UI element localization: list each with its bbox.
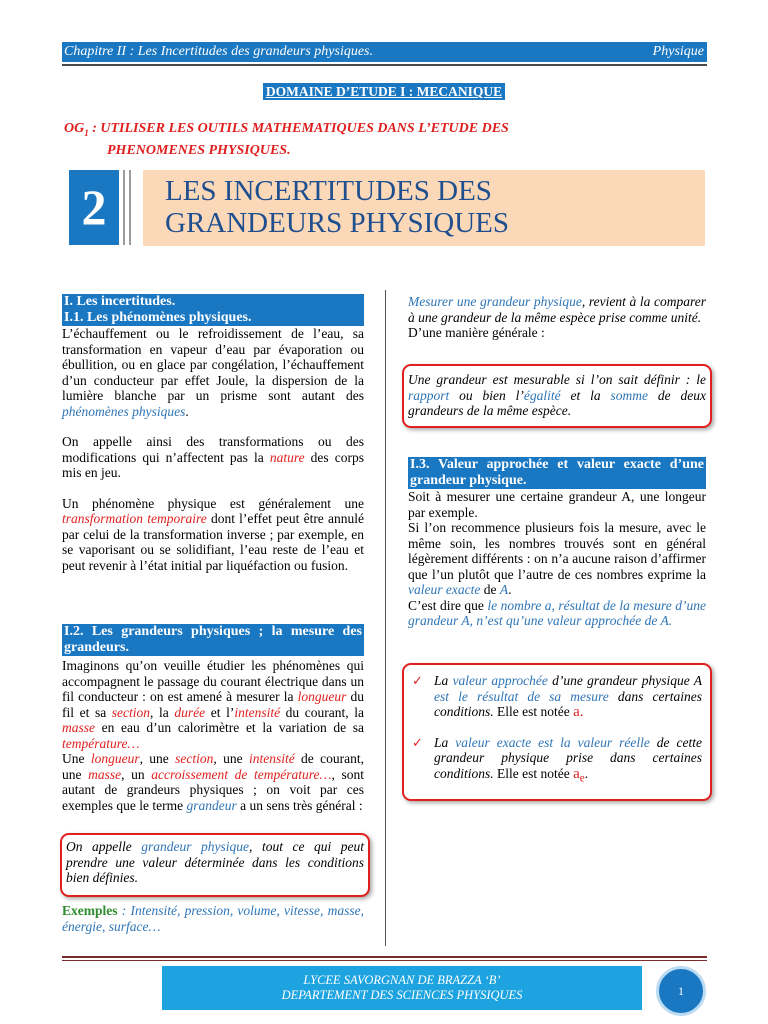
chapter-title: LES INCERTITUDES DES GRANDEURS PHYSIQUES bbox=[143, 170, 705, 246]
examples: Exemples : Intensité, pression, volume, vitesse, masse, énergie, surface… bbox=[62, 903, 364, 934]
paragraph: L’échauffement ou le refroidissement de l’eau, sa transformation en vapeur d’eau par évaporation ou ébullition, ou en glace par congélation, l’échauffement d’un conducteur par effet Joule, la dispersion de la lumière blanche par un prisme sont autant des phénomènes physiques. bbox=[62, 326, 364, 419]
page-number: 1 bbox=[656, 966, 706, 1016]
footer-rule bbox=[62, 956, 707, 958]
header-subject: Physique bbox=[652, 44, 704, 59]
objective: $OG_1$ : UTILISER LES OUTILS MATHEMATIQUES DANS L’ETUDE DES PHENOMENES PHYSIQUES. bbox=[64, 121, 509, 158]
values-box: ✓ La valeur approchée d’une grandeur physique A est le résultat de sa mesure dans certaines conditions. Elle est notée a. ✓ La valeur exacte est la valeur réelle de cette grandeur physique prise dans certaines conditions. Elle est notée $a_e$. bbox=[402, 663, 712, 801]
department-name: DEPARTEMENT DES SCIENCES PHYSIQUES bbox=[281, 988, 523, 1002]
paragraph: Imaginons qu’on veuille étudier les phénomènes qui accompagnent le passage du courant électrique dans un fil conducteur : on est amené à mesurer la longueur du fil et sa section, la durée et l’intensité du courant, la masse en eau d’un calorimètre et la variation de sa température… bbox=[62, 658, 364, 751]
left-column-2 bbox=[62, 624, 364, 813]
header-chapter: Chapitre II : Les Incertitudes des grandeurs physiques. bbox=[64, 44, 373, 59]
paragraph: Un phénomène physique est généralement une transformation temporaire dont l’effet peut être annulé par celui de la transformation inverse ; par exemple, en se vaporisant ou se solidifiant, l’eau reste de l’eau et peut revenir à l’état initial par liquéfaction ou fusion. bbox=[62, 495, 365, 573]
school-name: LYCEE SAVORGNAN DE BRAZZA ‘B’ bbox=[303, 973, 501, 987]
domain-title: DOMAINE D’ETUDE I : MECANIQUE bbox=[263, 83, 505, 100]
chapter-bar bbox=[129, 170, 131, 245]
check-icon: ✓ bbox=[412, 734, 423, 750]
header-rule bbox=[62, 64, 707, 66]
page-header bbox=[62, 42, 707, 62]
measurable-box: Une grandeur est mesurable si l’on sait définir : le rapport ou bien l’égalité et la somme de deux grandeurs de la même espèce. bbox=[402, 364, 712, 428]
paragraph: Si l’on recommence plusieurs fois la mesure, avec le même soin, les nombres trouvés sont en général légèrement différents : on n’a aucune raison d’affirmer que l’un plutôt que l’autre de ces nombres exprime la valeur exacte de A. bbox=[408, 520, 706, 597]
paragraph: C’est dire que le nombre a, résultat de la mesure d’une grandeur A, n’est qu’une valeur approchée de A. bbox=[408, 597, 706, 628]
definition-box: On appelle grandeur physique, tout ce qui peut prendre une valeur déterminée dans les conditions bien définies. bbox=[60, 833, 370, 897]
paragraph: On appelle ainsi des transformations ou des modifications qui n’affectent pas la nature des corps mis en jeu. bbox=[62, 434, 364, 480]
right-column-2 bbox=[408, 457, 706, 629]
page-footer bbox=[162, 966, 642, 1010]
check-icon: ✓ bbox=[412, 673, 423, 688]
column-divider bbox=[385, 290, 386, 946]
chapter-number: 2 bbox=[69, 170, 119, 245]
paragraph: Mesurer une grandeur physique, revient à la comparer à une grandeur de la même espèce prise comme unité. bbox=[408, 294, 706, 325]
paragraph: Une longueur, une section, une intensité de courant, une masse, un accroissement de température…, sont autant de grandeurs physiques ; on voit par ces exemples que le terme grandeur a un sens très général : bbox=[62, 751, 364, 813]
paragraph: D’une manière générale : bbox=[408, 325, 545, 340]
section-title: I. Les incertitudes. I.1. Les phénomènes physiques. bbox=[62, 294, 364, 326]
section-title: I.3. Valeur approchée et valeur exacte d’une grandeur physique. bbox=[410, 457, 704, 488]
paragraph: Soit à mesurer une certaine grandeur A, une longeur par exemple. bbox=[408, 489, 706, 520]
right-column bbox=[408, 294, 706, 341]
domain-heading bbox=[0, 84, 768, 100]
left-column bbox=[62, 294, 364, 573]
footer-rule bbox=[62, 960, 707, 961]
chapter-bar bbox=[123, 170, 125, 245]
section-title: I.2. Les grandeurs physiques ; la mesure des grandeurs. bbox=[64, 624, 362, 655]
